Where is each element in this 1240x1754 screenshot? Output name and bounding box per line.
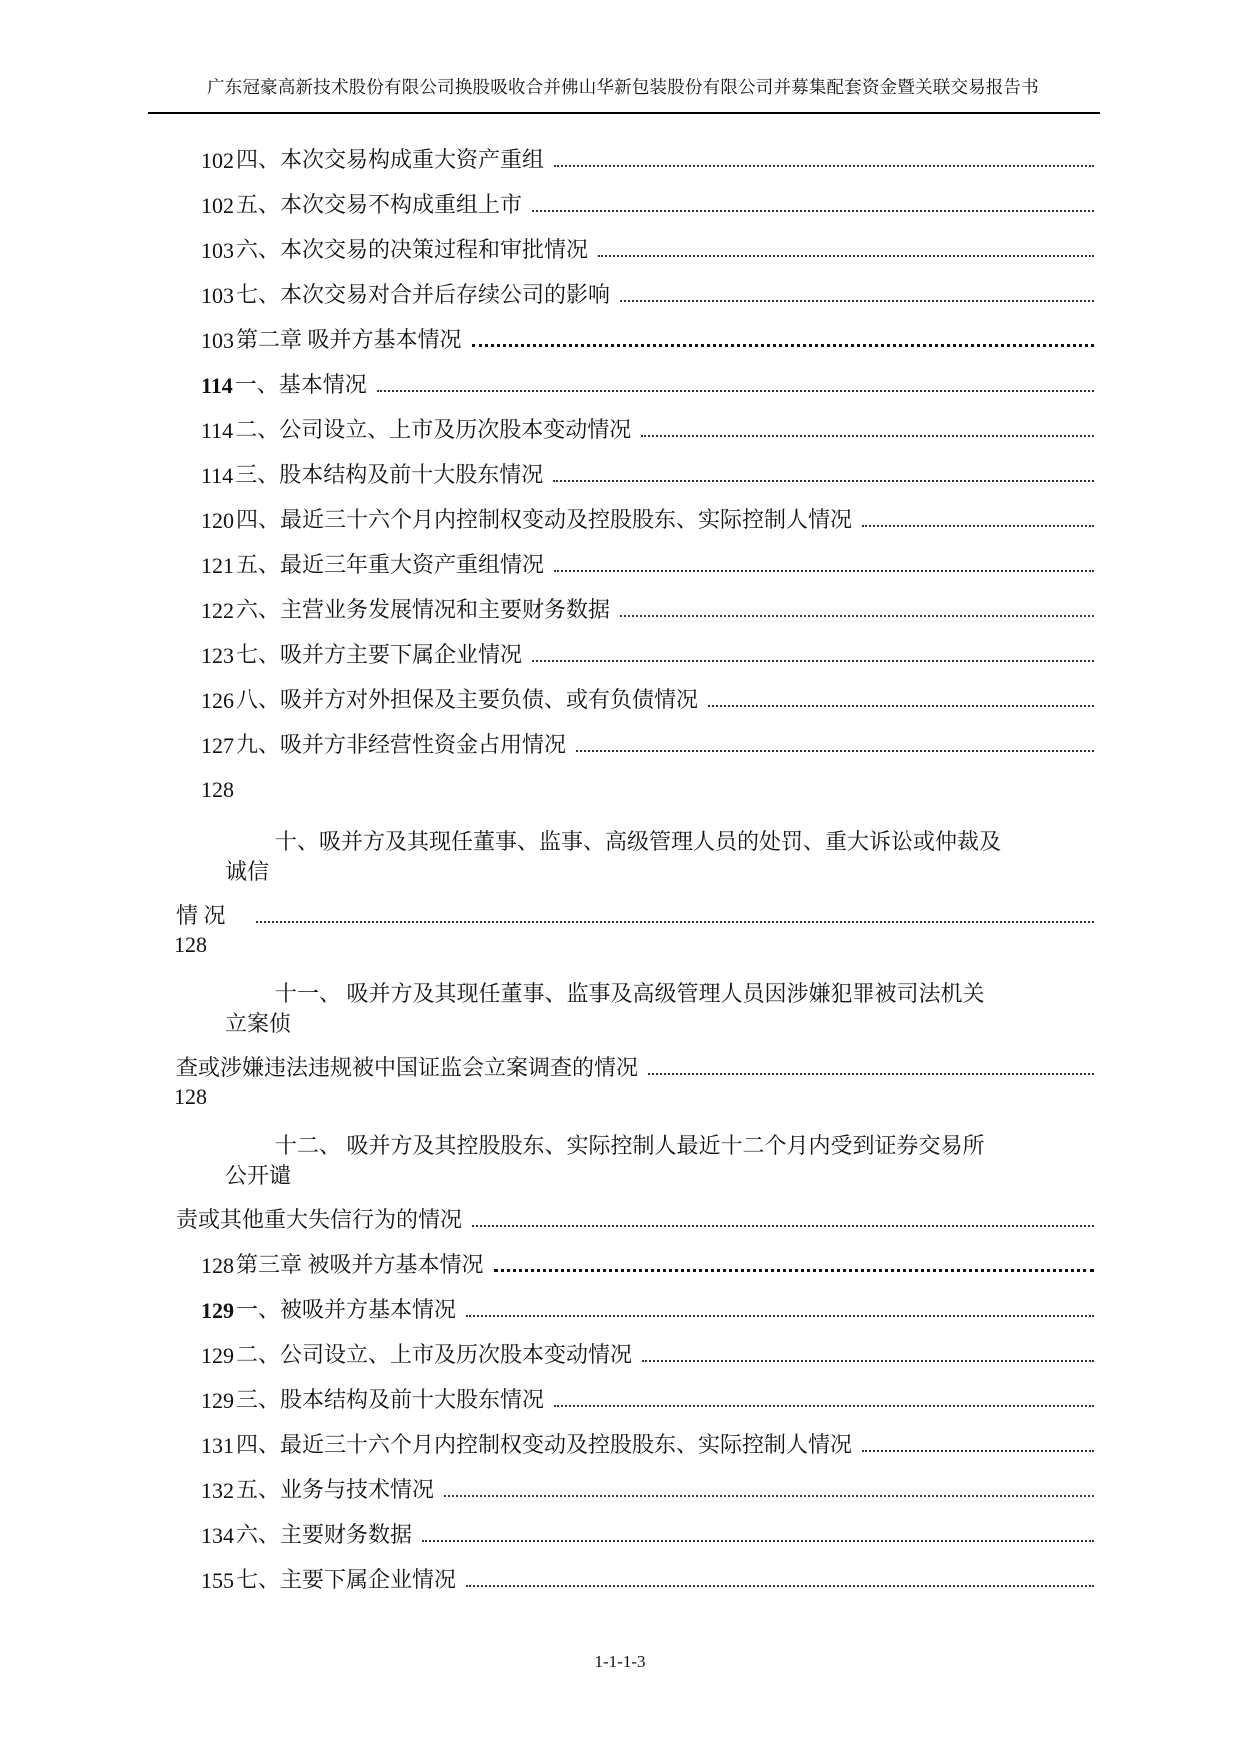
toc-entry[interactable]	[201, 502, 1094, 534]
dot-leader	[708, 705, 1094, 707]
toc-page-number: 131	[201, 1433, 234, 1458]
toc-entry-title: 情 况	[176, 903, 226, 928]
dot-leader	[494, 1269, 1094, 1272]
toc-entry[interactable]	[201, 1472, 1094, 1504]
toc-entry-title: 三、股本结构及前十大股东情况	[236, 1387, 545, 1412]
toc-page-number: 120	[201, 508, 234, 533]
toc-page-number: 155	[201, 1568, 234, 1593]
toc-chapter-title: 第三章 被吸并方基本情况	[236, 1252, 484, 1277]
toc-chapter-title: 第二章 吸并方基本情况	[236, 327, 462, 352]
toc-wrapped-title: 立案侦	[225, 1011, 292, 1036]
toc-page-number: 128	[174, 1084, 207, 1109]
toc-entry-title: 二、公司设立、上市及历次股本变动情况	[236, 1342, 633, 1367]
dot-leader	[532, 660, 1094, 662]
toc-entry[interactable]	[174, 1050, 1094, 1082]
dot-leader	[862, 525, 1094, 527]
toc-entry[interactable]	[201, 727, 1094, 759]
dot-leader	[466, 1585, 1094, 1587]
dot-leader	[554, 1405, 1094, 1407]
dot-leader	[576, 750, 1094, 752]
dot-leader	[472, 344, 1094, 347]
toc-entry-title: 一、被吸并方基本情况	[236, 1297, 457, 1322]
toc-page-number: 134	[201, 1523, 234, 1548]
toc-page-number: 103	[201, 238, 234, 263]
toc-entry-title: 六、本次交易的决策过程和审批情况	[236, 237, 589, 262]
dot-leader	[641, 435, 1094, 437]
toc-entry-title: 五、最近三年重大资产重组情况	[236, 552, 545, 577]
toc-entry[interactable]	[201, 142, 1094, 174]
toc-page-number: 129	[201, 1343, 234, 1368]
dot-leader	[256, 921, 1094, 923]
toc-wrapped-title[interactable]: 十一、 吸并方及其现任董事、监事及高级管理人员因涉嫌犯罪被司法机关	[275, 981, 985, 1006]
toc-entry-title: 八、吸并方对外担保及主要负债、或有负债情况	[236, 687, 699, 712]
toc-entry-title: 七、吸并方主要下属企业情况	[236, 642, 523, 667]
toc-entry[interactable]	[201, 277, 1094, 309]
dot-leader	[620, 300, 1094, 302]
toc-page-number: 126	[201, 688, 234, 713]
toc-entry-title: 二、公司设立、上市及历次股本变动情况	[235, 417, 632, 442]
toc-page-number: 132	[201, 1478, 234, 1503]
toc-entry[interactable]	[201, 1562, 1094, 1594]
dot-leader	[553, 480, 1094, 482]
dot-leader	[648, 1073, 1094, 1075]
toc-page-number: 129	[201, 1298, 234, 1323]
toc-entry[interactable]	[174, 1202, 1094, 1234]
toc-page-number: 127	[201, 733, 234, 758]
toc-entry-title: 五、业务与技术情况	[236, 1477, 435, 1502]
document-header: 广东冠豪高新技术股份有限公司换股吸收合并佛山华新包装股份有限公司并募集配套资金暨关联交易报告书	[207, 77, 1039, 97]
toc-entry-title: 四、最近三十六个月内控制权变动及控股股东、实际控制人情况	[236, 1432, 853, 1457]
toc-entry-title: 六、主要财务数据	[236, 1522, 413, 1547]
toc-entry-title: 六、主营业务发展情况和主要财务数据	[236, 597, 611, 622]
dot-leader	[532, 210, 1094, 212]
toc-entry-title: 五、本次交易不构成重组上市	[236, 192, 523, 217]
dot-leader	[472, 1225, 1094, 1227]
toc-page-number: 129	[201, 1388, 234, 1413]
toc-page-number: 102	[201, 193, 234, 218]
toc-entry[interactable]	[201, 412, 1094, 444]
toc-entry[interactable]	[201, 547, 1094, 579]
dot-leader	[444, 1495, 1094, 1497]
toc-entry[interactable]	[201, 1292, 1094, 1324]
toc-entry[interactable]	[201, 1382, 1094, 1414]
toc-entry[interactable]	[201, 1427, 1094, 1459]
toc-entry-title: 四、最近三十六个月内控制权变动及控股股东、实际控制人情况	[236, 507, 853, 532]
toc-entry[interactable]	[201, 367, 1094, 399]
dot-leader	[642, 1360, 1094, 1362]
toc-entry[interactable]	[201, 1337, 1094, 1369]
toc-entry-title: 七、主要下属企业情况	[236, 1567, 457, 1592]
toc-page-number: 114	[201, 373, 233, 398]
toc-wrapped-title[interactable]: 十、吸并方及其现任董事、监事、高级管理人员的处罚、重大诉讼或仲裁及	[275, 829, 1002, 854]
toc-chapter-entry[interactable]	[201, 1247, 1094, 1279]
toc-entry[interactable]	[201, 1517, 1094, 1549]
toc-page-number: 123	[201, 643, 234, 668]
dot-leader	[554, 165, 1094, 167]
toc-wrapped-title: 诚信	[225, 859, 270, 884]
dot-leader	[422, 1540, 1094, 1542]
toc-wrapped-title: 公开谴	[225, 1163, 292, 1188]
toc-page-number: 128	[174, 932, 207, 957]
toc-chapter-entry[interactable]	[201, 322, 1094, 354]
toc-entry-title: 三、股本结构及前十大股东情况	[235, 462, 544, 487]
toc-page-number: 114	[201, 463, 234, 488]
toc-page-number: 114	[201, 418, 234, 443]
dot-leader	[554, 570, 1094, 572]
dot-leader	[466, 1315, 1094, 1317]
toc-entry-title: 一、基本情况	[234, 372, 367, 397]
toc-entry-title: 七、本次交易对合并后存续公司的影响	[236, 282, 611, 307]
toc-entry-title: 查或涉嫌违法违规被中国证监会立案调查的情况	[176, 1055, 639, 1080]
toc-entry-title: 九、吸并方非经营性资金占用情况	[236, 732, 567, 757]
toc-page-number: 121	[201, 553, 234, 578]
toc-page-number: 128	[201, 1253, 234, 1278]
toc-entry[interactable]	[201, 187, 1094, 219]
toc-entry[interactable]	[201, 232, 1094, 264]
toc-entry[interactable]	[201, 637, 1094, 669]
dot-leader	[620, 615, 1094, 617]
page-number-footer: 1-1-1-3	[594, 1652, 646, 1671]
dot-leader	[862, 1450, 1094, 1452]
toc-page-number: 103	[201, 283, 234, 308]
dot-leader	[377, 390, 1094, 392]
toc-entry-title: 责或其他重大失信行为的情况	[176, 1207, 463, 1232]
toc-page-number: 103	[201, 328, 234, 353]
toc-entry-title: 四、本次交易构成重大资产重组	[236, 147, 545, 172]
toc-page-number: 122	[201, 598, 234, 623]
toc-page-number: 128	[201, 777, 234, 802]
toc-entry[interactable]	[201, 592, 1094, 624]
toc-wrapped-title[interactable]: 十二、 吸并方及其控股股东、实际控制人最近十二个月内受到证券交易所	[275, 1133, 985, 1158]
toc-entry[interactable]	[201, 682, 1094, 714]
toc-page-number: 102	[201, 148, 234, 173]
dot-leader	[598, 255, 1094, 257]
toc-entry[interactable]	[201, 457, 1094, 489]
toc-entry[interactable]	[174, 898, 1094, 930]
